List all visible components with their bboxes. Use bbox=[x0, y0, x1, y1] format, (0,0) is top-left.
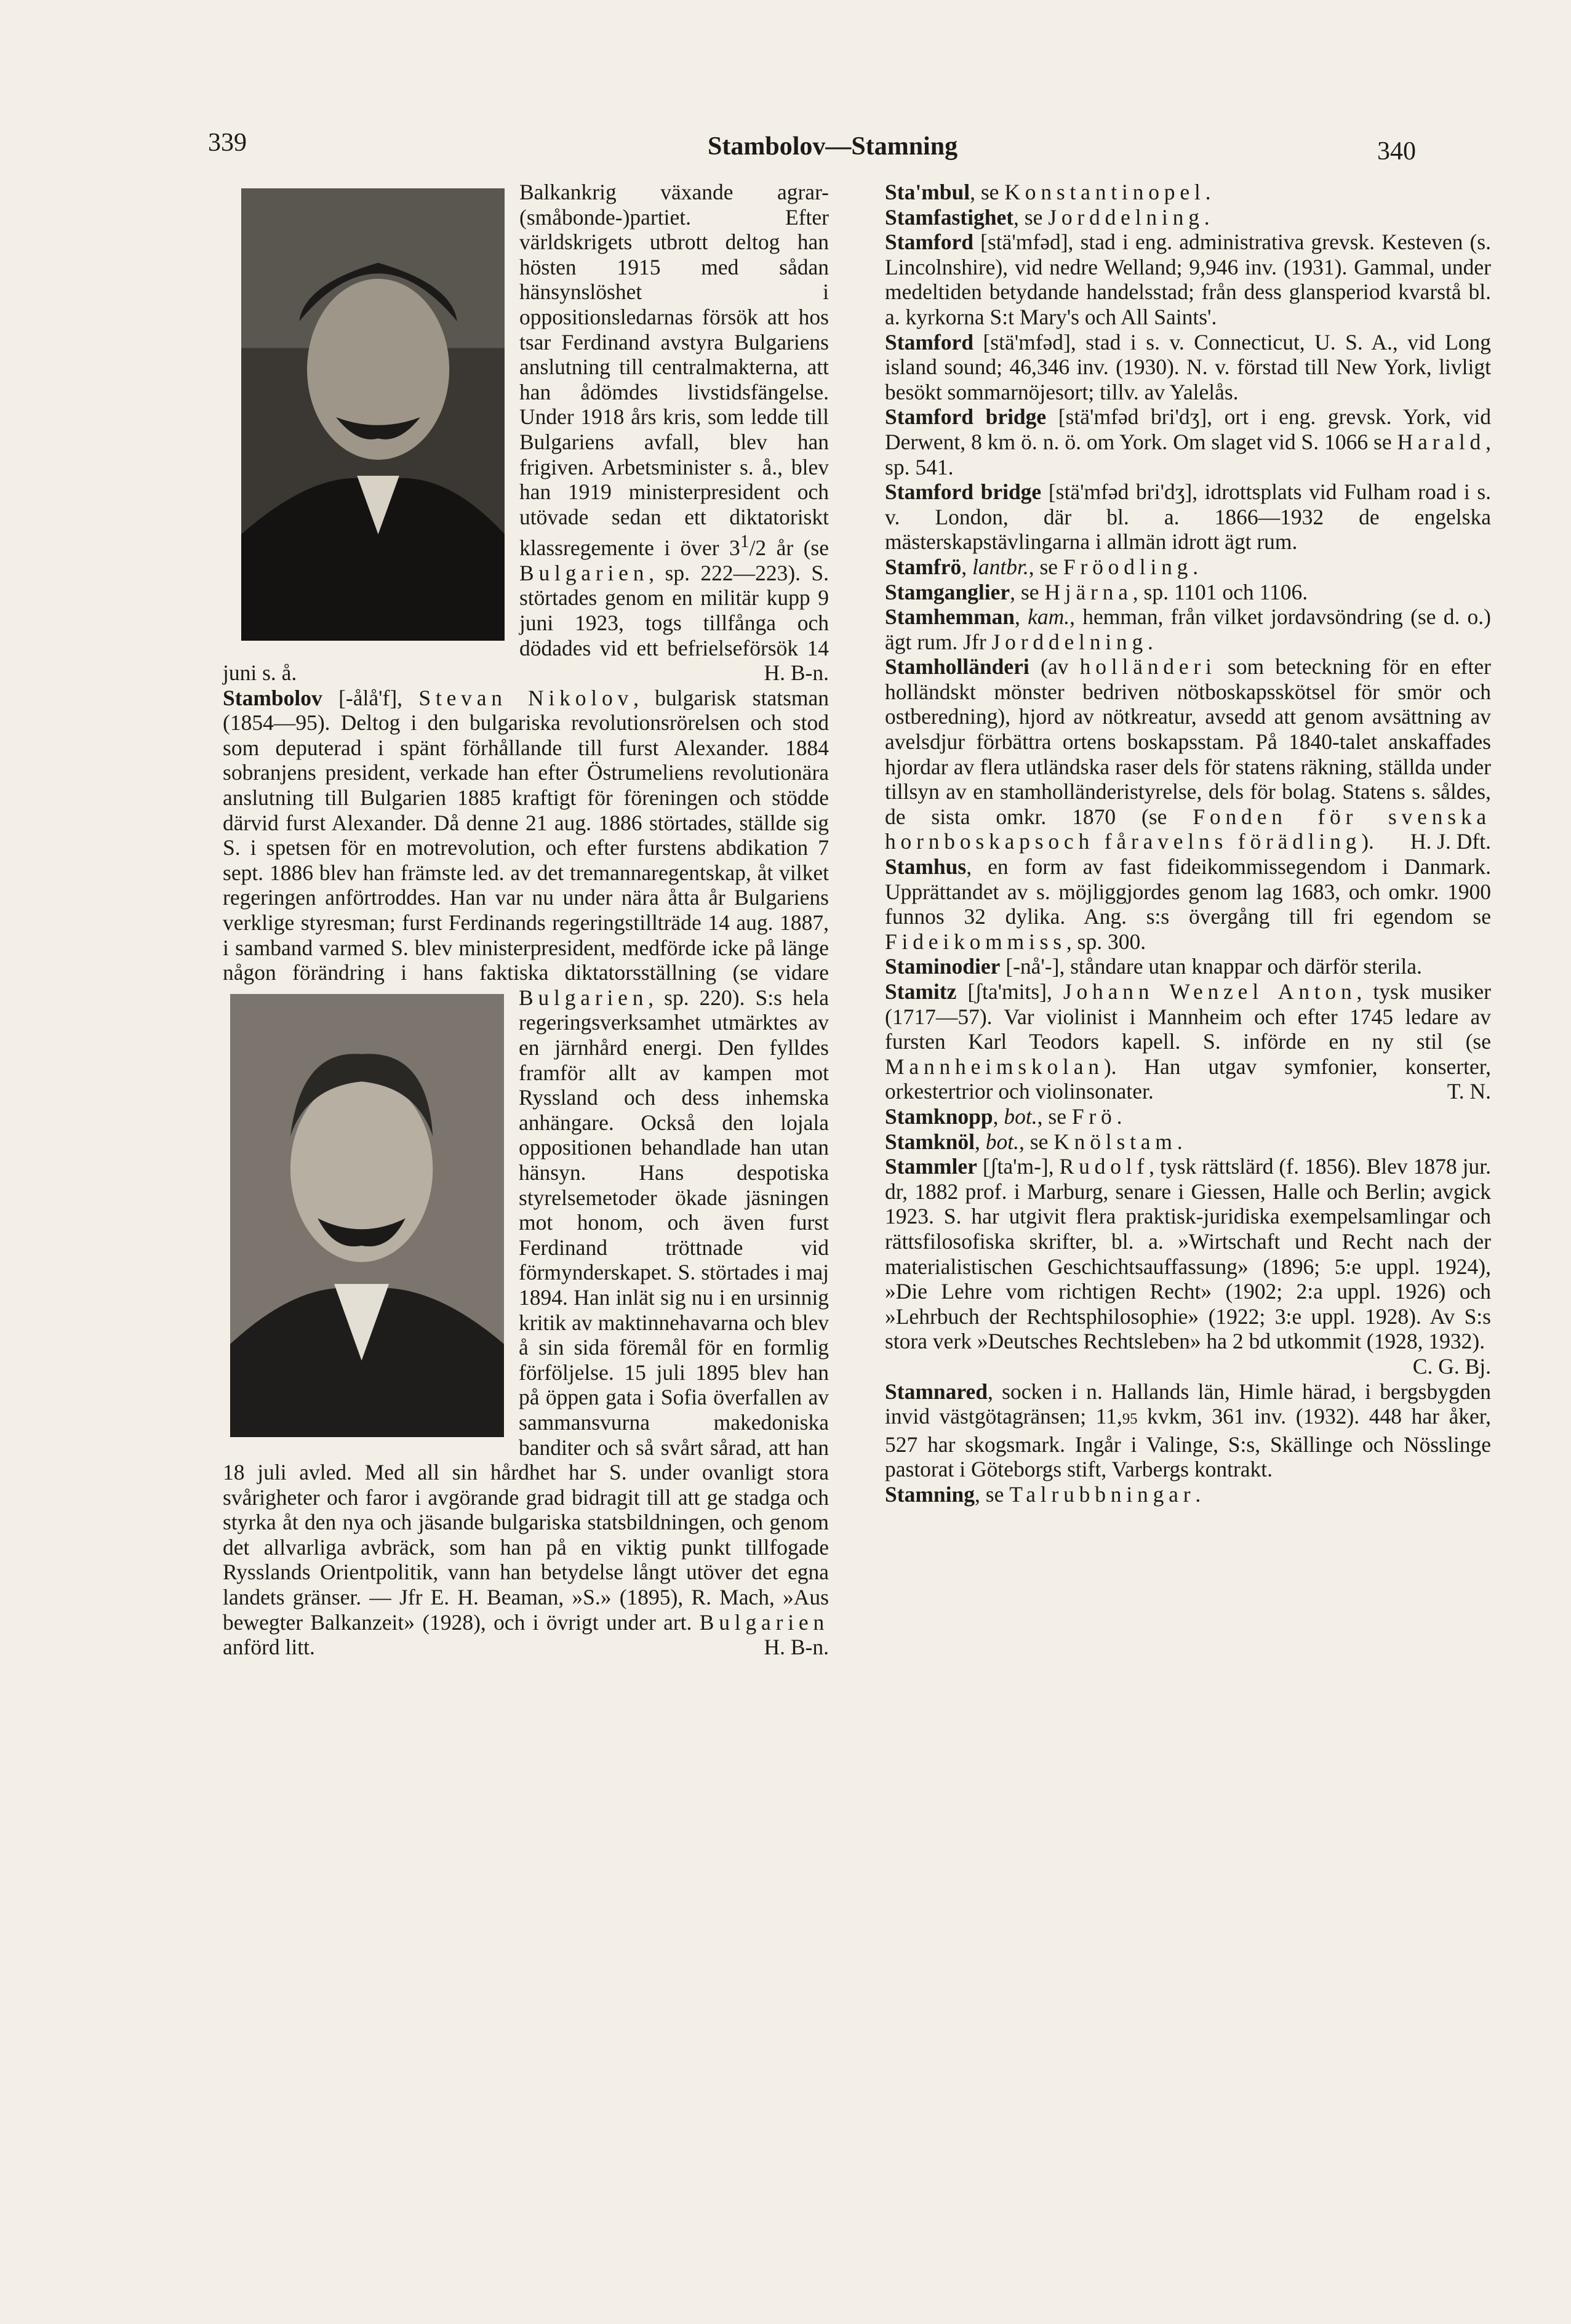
portrait-photo-icon bbox=[241, 188, 505, 641]
entry-headword: Stamholländeri bbox=[885, 654, 1029, 679]
entry-stamfro: Stamfrö, lantbr., se Fröodling. bbox=[885, 554, 1199, 579]
entry-headword: Stamford bridge bbox=[885, 404, 1047, 430]
cross-reference: Talrubbningar bbox=[1009, 1481, 1196, 1507]
entry-continuation: Balkankrig växande agrar-(småbonde-)partiet. Efter världskrigets utbrott deltog han hösten 1915 med sådan hänsynslöshet i oppositionsledarnas försök att hos tsar Ferdinand avstyra Bulgariens anslutning till centralmakterna, att han ådömdes livstidsfängelse. Under 1918 års kris, som ledde till Bulgariens avfall, blev han frigiven. Arbetsminister s. å., blev han 1919 ministerpresident och utövade sedan ett diktatoriskt klassregemente i över $3^1/2$ år (se Bulgarien, sp. 222—223). S. störtades genom en militär kupp 9 juni 1923, togs tillfånga och dödades vid ett befrielseförsök 14 juni s. å. H. B-n. bbox=[223, 180, 829, 686]
right-column bbox=[885, 180, 1491, 1507]
entry-headword: Stamknöl bbox=[885, 1129, 975, 1154]
left-column bbox=[223, 180, 829, 1660]
entry-stamhus: Stamhus, en form av fast fideikommissegendom i Danmark. Upprättandet av s. möjliggjordes genom lag 1683, och omkr. 1900 funnos 32 dylika. Ang. s:s övergång till fri egendom se Fideikommiss, sp. 300. bbox=[885, 854, 1491, 954]
portrait-photo-icon bbox=[230, 994, 504, 1437]
cross-reference: Fonden för svenska hornboskapsoch fåravelns förädling bbox=[885, 804, 1491, 854]
cross-reference: Frö bbox=[1071, 1104, 1117, 1129]
cross-reference: Fröodling bbox=[1063, 554, 1193, 579]
entry-stamitz: Stamitz [ʃta'mits], Johann Wenzel Anton, tysk musiker (1717—57). Var violinist i Mannheim och efter 1745 ledare av fursten Karl Teodors kapell. S. införde en ny stil (se Mannheimskolan). Han utgav symfonier, konserter, orkestertrior och violinsonater. T. N. bbox=[885, 979, 1491, 1104]
entry-stambolov: Stambolov [-ålå'f], Stevan Nikolov, bulgarisk statsman (1854—95). Deltog i den bulgariska revolutionsrörelsen och stod som deputerad i spänt förhållande till furst Alexander. 1884 sobranjens president, verkade han efter Östrumeliens revolutionära anslutning till Bulgarien 1885 kraftigt för föreningen och stödde därvid furst Alexander. Då denne 21 aug. 1886 störtades, ställde sig S. i spetsen för en motrevolution, och efter furstens abdikation 7 sept. 1886 blev han främste led. av det tremannaregentskap, åt vilket regeringen anförtroddes. Han var nu under nära åtta år Bulgariens verklige styresman; furst Ferdinands regeringstillträde 14 aug. 1887, i samband varmed S. blev ministerpresident, medförde icke på länge någon förändring i hans faktiska diktatorsställning (se vidare Bulgarien, sp. 220). S:s hela regeringsverksamhet utmärktes av en järnhård energi. Den fylldes framför allt av kampen mot Ryssland och dess inhemska anhängare. Också den lojala oppositionen behandlade han utan hänsyn. Hans despotiska styrelsemetoder ökade jäsningen mot honom, och även furst Ferdinand tröttnade vid förmynderskapet. S. störtades i maj 1894. Han inlät sig nu i en ursinnig kritik av maktinnehavarna och blev å sin sida föremål för en formlig förföljelse. 15 juli 1895 blev han på öppen gata i Sofia överfallen av sammansvurna makedoniska banditer och så svårt sårad, att han 18 juli avled. Med all sin hårdhet har S. under ovanligt stora svårigheter och faror i avgörande grad bidragit till att ge stadga och styrka åt den nya och jäsande bulgariska statsbildningen, och genom det allvarliga avbräck, som han på en viktig punkt tillfogade Rysslands Orientpolitik, vann han betydelse långt utöver det egna landets gränser. — Jfr E. H. Beaman, »S.» (1895), R. Mach, »Aus bewegter Balkanzeit» (1928), och i övrigt under art. Bulgarien anförd litt. H. B-n. bbox=[223, 685, 829, 1660]
cross-reference: Knölstam bbox=[1053, 1129, 1177, 1154]
cross-reference: Jorddelning bbox=[991, 629, 1148, 654]
cross-reference: Harald bbox=[1397, 429, 1486, 454]
cross-reference: Konstantinopel bbox=[1004, 180, 1205, 204]
entry-stamhollanderi: Stamholländeri (av holländeri som beteckning för en efter holländskt mönster bedriven nötboskapsskötsel för smör och ostberedning), hjord av nötkreatur, avsedd att genom avsättning av avelsdjur förbättra ortens boskapsstam. På 1840-talet anskaffades hjordar av flera utländska raser dels för statens räkning, ställda under tillsyn av en stamholländeristyrelse, dels för bolag. Statens s. såldes, de sista omkr. 1870 (se Fonden för svenska hornboskapsoch fåravelns förädling). H. J. Dft. bbox=[885, 654, 1491, 854]
entry-headword: Sta'mbul bbox=[885, 180, 970, 204]
cross-reference: Mannheimskolan bbox=[885, 1054, 1104, 1079]
entry-stamford-us: Stamford [stä'mfəd], stad i s. v. Connecticut, U. S. A., vid Long island sound; 46,346 inv. (1930). N. v. förstad till New York, livligt besökt sommarnöjesort; tillv. av Yalelås. bbox=[885, 329, 1491, 404]
entry-headword: Stamfrö bbox=[885, 554, 962, 579]
person-name: Rudolf bbox=[1059, 1154, 1149, 1179]
cross-reference: Fideikommiss bbox=[885, 929, 1066, 954]
page-number-right: 340 bbox=[1377, 137, 1416, 166]
photo-portrait-1 bbox=[241, 188, 505, 641]
cross-reference: Jorddelning bbox=[1048, 204, 1204, 230]
entry-headword: Stamhus bbox=[885, 854, 967, 880]
entry-stamford-bridge-ort: Stamford bridge [stä'mfəd bri'dʒ], ort i eng. grevsk. York, vid Derwent, 8 km ö. n. ö. om York. Om slaget vid S. 1066 se Harald, sp. 541. bbox=[885, 404, 1491, 479]
entry-stamford-eng: Stamford [stä'mfəd], stad i eng. administrativa grevsk. Kesteven (s. Lincolnshire), vid nedre Welland; 9,946 inv. (1931). Gammal, under medeltiden betydande handelsstad; från dess glansperiod kvarstå bl. a. kyrkorna S:t Mary's och All Saints'. bbox=[885, 230, 1491, 329]
author-signature: H. J. Dft. bbox=[1410, 829, 1491, 854]
entry-headword: Stamknopp bbox=[885, 1104, 993, 1129]
photo-portrait-2 bbox=[230, 994, 504, 1437]
entry-headword: Stamning bbox=[885, 1481, 975, 1507]
entry-headword: Stamford bbox=[885, 230, 973, 255]
author-signature: H. B-n. bbox=[764, 660, 829, 686]
entry-headword: Stamford bbox=[885, 329, 973, 355]
entry-headword: Stamhemman bbox=[885, 604, 1015, 630]
entry-headword: Stamford bridge bbox=[885, 479, 1042, 505]
entry-stamganglier: Stamganglier, se Hjärna, sp. 1101 och 1106. bbox=[885, 579, 1308, 604]
author-signature: C. G. Bj. bbox=[1412, 1353, 1491, 1379]
entry-stamford-bridge-idrott: Stamford bridge [stä'mfəd bri'dʒ], idrottsplats vid Fulham road i s. v. London, där bl. a. 1866—1932 de engelska mästerskapstävlingarna i allmän idrott ägt rum. bbox=[885, 479, 1492, 555]
entry-headword: Stamitz bbox=[885, 979, 957, 1004]
page-number-left: 339 bbox=[208, 129, 247, 157]
author-signature: T. N. bbox=[1447, 1079, 1491, 1104]
entry-headword: Stamnared bbox=[885, 1379, 988, 1404]
entry-headword: Staminodier bbox=[885, 954, 1001, 979]
entry-headword: Stamganglier bbox=[885, 579, 1010, 604]
cross-reference: Bulgarien bbox=[699, 1609, 829, 1635]
entry-stamknopp: Stamknopp, bot., se Frö. bbox=[885, 1104, 1122, 1129]
entry-stammler: Stammler [ʃta'm-], Rudolf, tysk rättslärd (f. 1856). Blev 1878 jur. dr, 1882 prof. i Marburg, senare i Giessen, Halle och Berlin; avgick 1923. S. har utgivit flera praktisk-juridiska exempelsamlingar och rättsfilosofiska skrifter, bl. a. »Wirtschaft und Recht nach der materialistischen Geschichtsauffassung» (1896; 5:e uppl. 1924), »Die Lehre vom richtigen Recht» (1902; 2:a uppl. 1926) och »Lehrbuch der Rechtsphilosophie» (1922; 3:e uppl. 1928). Av S:s stora verk »Deutsches Rechtsleben» ha 2 bd utkommit (1928, 1932). C. G. Bj. bbox=[885, 1154, 1492, 1379]
person-name: Johann Wenzel Anton bbox=[1063, 979, 1357, 1004]
entry-stamning: Stamning, se Talrubbningar. bbox=[885, 1481, 1201, 1507]
cross-reference: Hjärna bbox=[1044, 579, 1133, 604]
cross-reference: holländeri bbox=[1079, 654, 1217, 679]
entry-headword: Stambolov bbox=[223, 685, 322, 710]
entry-staminodier: Staminodier [-nå'-], ståndare utan knappar och därför sterila. bbox=[885, 954, 1422, 979]
entry-headword: Stamfastighet bbox=[885, 204, 1014, 230]
entry-headword: Stammler bbox=[885, 1154, 977, 1179]
author-signature: H. B-n. bbox=[764, 1635, 829, 1660]
entry-stamfastighet: Stamfastighet, se Jorddelning. bbox=[885, 204, 1210, 230]
person-name: Stevan Nikolov bbox=[418, 685, 634, 710]
cross-reference: Bulgarien bbox=[519, 985, 649, 1010]
entry-stamknol: Stamknöl, bot., se Knölstam. bbox=[885, 1129, 1183, 1154]
cross-reference: Bulgarien bbox=[519, 560, 649, 585]
entry-stamnared: Stamnared, socken i n. Hallands län, Himle härad, i bergsbygden invid västgötagränsen; 11,95 kvkm, 361 inv. (1932). 448 har åker, 527 har skogsmark. Ingår i Valinge, S:s, Skällinge och Nösslinge pastorat i Göteborgs stift, Varbergs kontrakt. bbox=[885, 1379, 1491, 1482]
entry-stambul: Sta'mbul, se Konstantinopel. bbox=[885, 180, 1211, 204]
running-title: Stambolov—Stamning bbox=[708, 132, 958, 161]
entry-stamhemman: Stamhemman, kam., hemman, från vilket jordavsöndring (se d. o.) ägt rum. Jfr Jorddelning. bbox=[885, 604, 1491, 654]
